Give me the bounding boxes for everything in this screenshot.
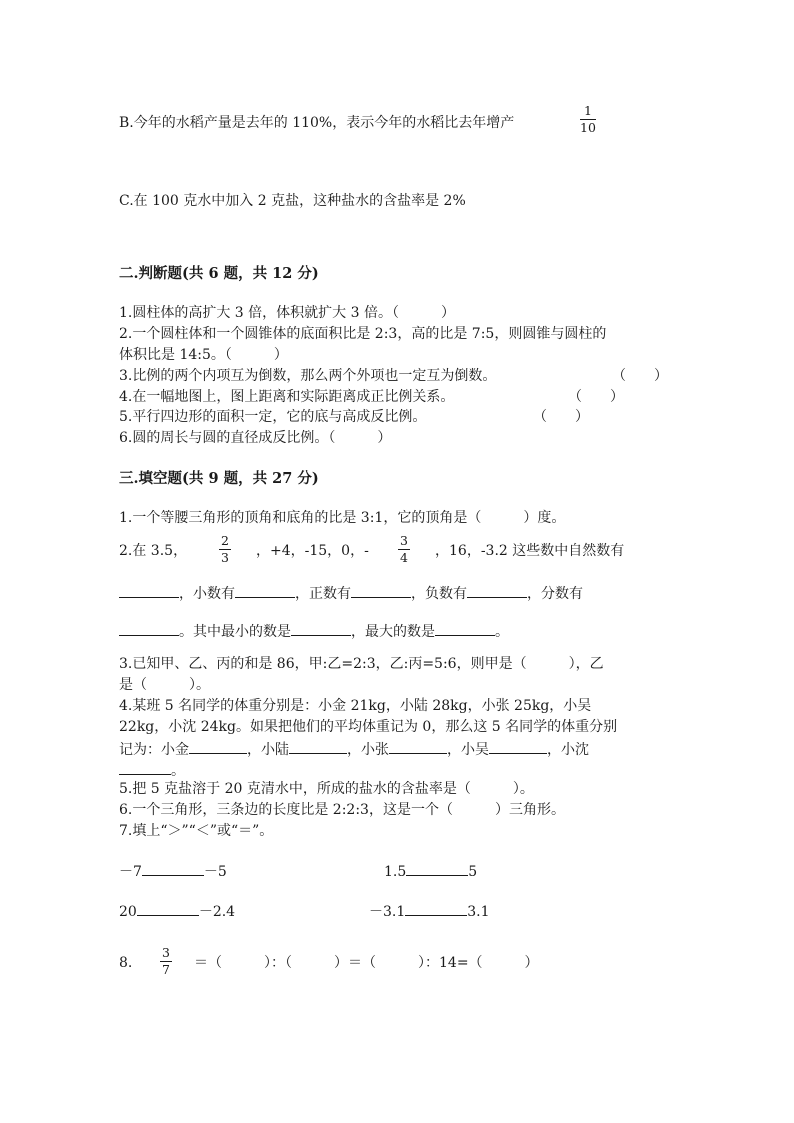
judge-q5: 5.平行四边形的面积一定，它的底与高成反比例。 — [119, 409, 427, 425]
compare-right: 3.1 — [467, 904, 490, 920]
compare-right: 5 — [468, 864, 478, 880]
answer-blank[interactable] — [235, 583, 295, 598]
fill-q5: 5.把 5 克盐溶于 20 克清水中，所成的盐水的含盐率是（ ）。 — [119, 781, 534, 797]
fraction-numerator: 2 — [221, 533, 229, 548]
answer-blank[interactable] — [142, 861, 204, 876]
fraction-denominator: 10 — [580, 120, 596, 135]
fill-q4-line3 — [119, 739, 589, 759]
option-c-text: C.在 100 克水中加入 2 克盐，这种盐水的含盐率是 2% — [119, 193, 466, 209]
compare-left: 1.5 — [384, 864, 407, 880]
fill-q4-text: ，小张 — [347, 742, 389, 758]
answer-blank[interactable] — [435, 621, 495, 636]
judge-q3-answer[interactable]: （ ） — [612, 368, 668, 384]
compare-left: 20 — [119, 904, 137, 920]
fill-q4-text: ，小陆 — [247, 742, 289, 758]
fill-q2-prefix: 2.在 3.5， — [119, 543, 188, 559]
answer-blank[interactable] — [389, 739, 447, 754]
fill-q8-equation: ＝（ ）：（ ）＝（ ）：14=（ ） — [194, 955, 539, 971]
answer-blank[interactable] — [467, 583, 527, 598]
compare-right: －5 — [203, 864, 227, 880]
fill-q2-line3 — [119, 621, 509, 641]
fill-q3-line2: 是（ ）。 — [119, 677, 210, 693]
compare-a — [119, 861, 227, 881]
judge-q6: 6.圆的周长与圆的直径成反比例。（ ） — [119, 430, 392, 446]
fill-q4-line2: 22kg，小沈 24kg。如果把他们的平均体重记为 0，那么这 5 名同学的体重分别 — [119, 719, 618, 735]
answer-blank[interactable] — [119, 621, 179, 636]
fraction-denominator: 4 — [400, 550, 408, 565]
answer-blank[interactable] — [405, 901, 467, 916]
option-b-text: B.今年的水稻产量是去年的 110%，表示今年的水稻比去年增产 — [119, 115, 515, 131]
option-c — [119, 192, 466, 210]
compare-left: －3.1 — [369, 904, 406, 920]
judge-q3: 3.比例的两个内项互为倒数，那么两个外项也一定互为倒数。 — [119, 368, 497, 384]
answer-blank[interactable] — [119, 583, 179, 598]
option-b-fraction — [580, 104, 596, 135]
judge-q4: 4.在一幅地图上，图上距离和实际距离成正比例关系。 — [119, 389, 455, 405]
fill-q2-middle: ，+4，-15，0，- — [256, 543, 369, 559]
fill-q3-line1: 3.已知甲、乙、丙的和是 86，甲:乙=2:3，乙:丙=5:6，则甲是（ ），乙 — [119, 656, 604, 672]
fill-q8-fraction — [160, 946, 172, 977]
fill-q4-line4 — [119, 760, 185, 780]
answer-blank[interactable] — [406, 861, 468, 876]
fill-q2-text: ，最大的数是 — [351, 624, 435, 640]
compare-d — [369, 901, 490, 921]
section-2-title: 二.判断题(共 6 题，共 12 分) — [119, 265, 319, 282]
answer-blank[interactable] — [351, 583, 411, 598]
fill-q6: 6.一个三角形，三条边的长度比是 2:2:3，这是一个（ ）三角形。 — [119, 802, 565, 818]
answer-blank[interactable] — [291, 621, 351, 636]
section-3-title: 三.填空题(共 9 题，共 27 分) — [119, 470, 319, 487]
fill-q2-text: ，正数有 — [295, 586, 351, 602]
fraction-denominator: 3 — [221, 550, 229, 565]
fill-q8-label: 8. — [119, 955, 133, 971]
judge-q5-answer[interactable]: （ ） — [533, 409, 589, 425]
fill-q4-text: 。 — [171, 763, 185, 779]
judge-q1: 1.圆柱体的高扩大 3 倍，体积就扩大 3 倍。（ ） — [119, 305, 455, 321]
fill-q2-line2 — [119, 583, 583, 603]
answer-blank[interactable] — [489, 739, 547, 754]
fraction-numerator: 3 — [400, 533, 408, 548]
fill-q4-text: ，小沈 — [547, 742, 589, 758]
judge-q2-line2: 体积比是 14:5。（ ） — [119, 347, 288, 363]
fill-q2-text: 。 — [495, 624, 509, 640]
fill-q2-suffix: ，16，-3.2 这些数中自然数有 — [435, 543, 625, 559]
compare-right: －2.4 — [198, 904, 236, 920]
fill-q2-text: 。其中最小的数是 — [179, 624, 291, 640]
judge-q4-answer[interactable]: （ ） — [568, 389, 624, 405]
fraction-denominator: 7 — [162, 962, 170, 977]
option-b — [119, 114, 514, 132]
answer-blank[interactable] — [289, 739, 347, 754]
answer-blank[interactable] — [119, 760, 171, 775]
fill-q2-text: ，分数有 — [527, 586, 583, 602]
fill-q7-title: 7.填上“＞”“＜”或“＝”。 — [119, 823, 274, 839]
fill-q2-text: ，小数有 — [179, 586, 235, 602]
fraction-numerator: 3 — [162, 945, 170, 960]
fill-q4-text: 记为：小金 — [119, 742, 189, 758]
judge-q2-line1: 2.一个圆柱体和一个圆锥体的底面积比是 2:3，高的比是 7:5，则圆锥与圆柱的 — [119, 326, 607, 342]
fill-q2-text: ，负数有 — [411, 586, 467, 602]
compare-c — [119, 901, 235, 921]
fraction-numerator: 1 — [583, 103, 592, 118]
fill-q1: 1.一个等腰三角形的顶角和底角的比是 3:1，它的顶角是（ ）度。 — [119, 510, 566, 526]
fill-q4-line1: 4.某班 5 名同学的体重分别是：小金 21kg，小陆 28kg，小张 25kg，小吴 — [119, 698, 592, 714]
answer-blank[interactable] — [189, 739, 247, 754]
compare-b — [384, 861, 477, 881]
answer-blank[interactable] — [137, 901, 199, 916]
compare-left: －7 — [119, 864, 142, 880]
fill-q2-fraction-1 — [219, 534, 231, 565]
fill-q4-text: ，小吴 — [447, 742, 489, 758]
fill-q2-fraction-2 — [398, 534, 410, 565]
